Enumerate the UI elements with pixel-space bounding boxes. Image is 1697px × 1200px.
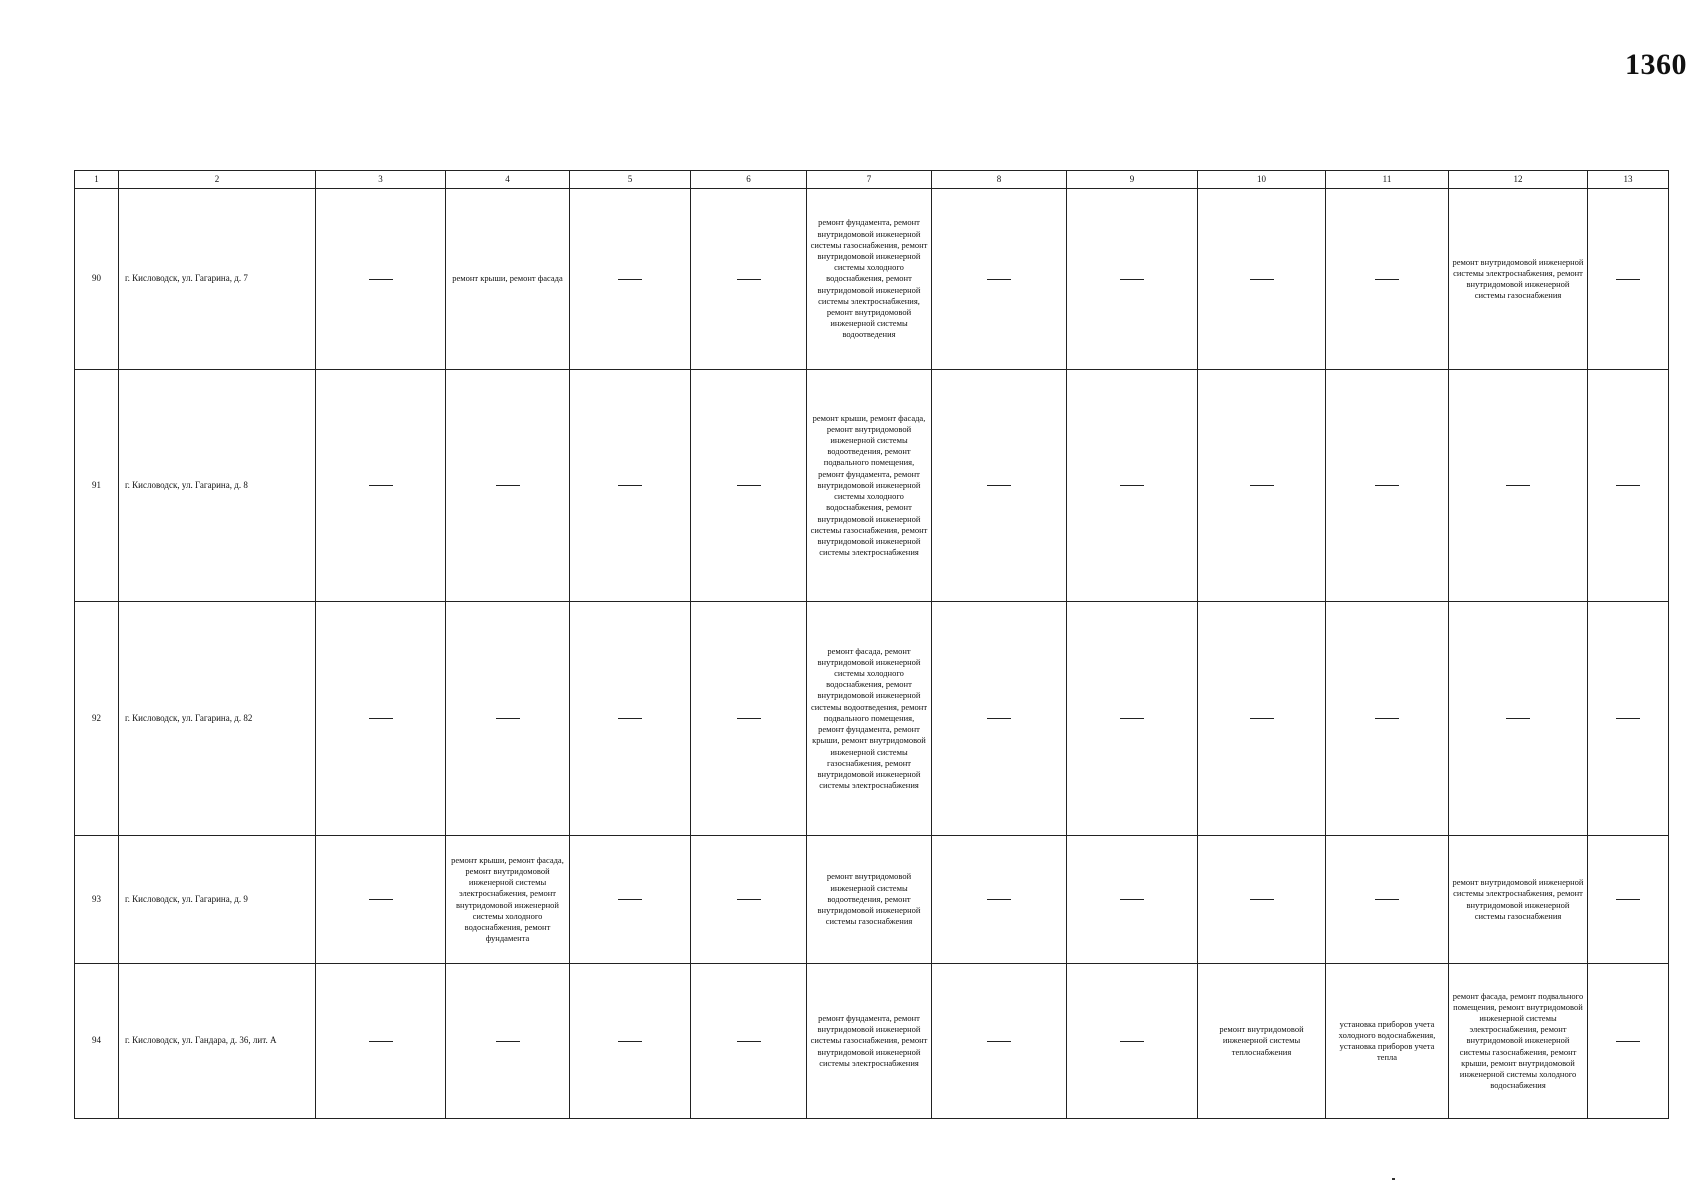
dash-mark [496, 485, 520, 486]
table-cell [691, 836, 807, 964]
dash-mark [1506, 718, 1530, 719]
dash-mark [1375, 485, 1399, 486]
row-number: 90 [75, 189, 119, 370]
table-cell [316, 836, 446, 964]
dash-mark [1616, 279, 1640, 280]
dash-mark [369, 899, 393, 900]
table-cell [1326, 370, 1449, 602]
column-header: 8 [932, 171, 1067, 189]
table-cell [570, 964, 691, 1119]
page-number: 1360 [1625, 48, 1687, 81]
table-cell: ремонт фундамента, ремонт внутридомовой инженерной системы газоснабжения, ремонт внутридомовой инженерной системы холодного водоснабжения, ремонт внутридомовой инженерной системы электроснабжения, ремонт внутридомовой инженерной системы водоотведения [807, 189, 932, 370]
column-header: 13 [1588, 171, 1669, 189]
table-cell: ремонт фасада, ремонт внутридомовой инженерной системы холодного водоснабжения, ремонт внутридомовой инженерной системы водоотведения, ремонт подвального помещения, ремонт фундамента, ремонт крыши, ремонт внутридомовой инженерной системы газоснабжения, ремонт внутридомовой инженерной системы электроснабжения [807, 602, 932, 836]
dash-mark [369, 718, 393, 719]
dash-mark [618, 1041, 642, 1042]
table-row [75, 964, 1669, 1119]
dash-mark [1250, 899, 1274, 900]
dash-mark [1616, 485, 1640, 486]
table-cell [316, 189, 446, 370]
dash-mark [618, 485, 642, 486]
table-cell [570, 189, 691, 370]
table-cell: ремонт крыши, ремонт фасада, ремонт внутридомовой инженерной системы электроснабжения, ремонт внутридомовой инженерной системы холодного водоснабжения, ремонт фундамента [446, 836, 570, 964]
dash-mark [496, 718, 520, 719]
table-cell [1067, 964, 1198, 1119]
table-cell [1588, 964, 1669, 1119]
dash-mark [1120, 279, 1144, 280]
dash-mark [1616, 1041, 1640, 1042]
dash-mark [1375, 718, 1399, 719]
dash-mark [737, 718, 761, 719]
table-cell: ремонт внутридомовой инженерной системы электроснабжения, ремонт внутридомовой инженерной системы газоснабжения [1449, 836, 1588, 964]
table-cell [932, 964, 1067, 1119]
dash-mark [1616, 899, 1640, 900]
table-cell [570, 602, 691, 836]
table-cell: ремонт крыши, ремонт фасада [446, 189, 570, 370]
dash-mark [1250, 485, 1274, 486]
table-cell: ремонт фасада, ремонт подвального помещения, ремонт внутридомовой инженерной системы электроснабжения, ремонт внутридомовой инженерной системы газоснабжения, ремонт крыши, ремонт внутридомовой инженерной системы холодного водоснабжения [1449, 964, 1588, 1119]
table-cell [446, 964, 570, 1119]
dash-mark [737, 279, 761, 280]
table-cell [570, 370, 691, 602]
table-cell [1588, 602, 1669, 836]
dash-mark [1250, 718, 1274, 719]
table-row [75, 602, 1669, 836]
row-number: 93 [75, 836, 119, 964]
table-cell: ремонт фундамента, ремонт внутридомовой инженерной системы газоснабжения, ремонт внутридомовой инженерной системы электроснабжения [807, 964, 932, 1119]
table-cell: установка приборов учета холодного водоснабжения, установка приборов учета тепла [1326, 964, 1449, 1119]
column-header: 2 [119, 171, 316, 189]
dash-mark [618, 279, 642, 280]
table-cell [691, 602, 807, 836]
column-header: 5 [570, 171, 691, 189]
capital-repair-table [74, 170, 1669, 1119]
table-cell: ремонт внутридомовой инженерной системы электроснабжения, ремонт внутридомовой инженерной системы газоснабжения [1449, 189, 1588, 370]
dash-mark [987, 899, 1011, 900]
table-cell [1067, 189, 1198, 370]
table-cell [1326, 836, 1449, 964]
table-row [75, 836, 1669, 964]
table-cell: ремонт крыши, ремонт фасада, ремонт внутридомовой инженерной системы водоотведения, ремонт подвального помещения, ремонт фундамента, ремонт внутридомовой инженерной системы холодного водоснабжения, ремонт внутридомовой инженерной системы газоснабжения, ремонт внутридомовой инженерной системы электроснабжения [807, 370, 932, 602]
column-header: 10 [1198, 171, 1326, 189]
table-cell [691, 189, 807, 370]
dash-mark [1375, 899, 1399, 900]
dash-mark [496, 1041, 520, 1042]
table-cell: ремонт внутридомовой инженерной системы теплоснабжения [1198, 964, 1326, 1119]
table-cell [316, 602, 446, 836]
dash-mark [1120, 485, 1144, 486]
scan-mark [1392, 1178, 1395, 1180]
table-cell [1588, 836, 1669, 964]
table-row [75, 189, 1669, 370]
table-cell [1588, 370, 1669, 602]
table-cell [1067, 602, 1198, 836]
column-header: 11 [1326, 171, 1449, 189]
column-header: 9 [1067, 171, 1198, 189]
dash-mark [369, 279, 393, 280]
table-cell [691, 370, 807, 602]
column-header: 4 [446, 171, 570, 189]
dash-mark [618, 718, 642, 719]
table-cell [316, 964, 446, 1119]
row-number: 91 [75, 370, 119, 602]
column-header: 7 [807, 171, 932, 189]
dash-mark [618, 899, 642, 900]
table-cell [932, 189, 1067, 370]
row-address: г. Кисловодск, ул. Гагарина, д. 9 [119, 836, 316, 964]
table-cell [1326, 602, 1449, 836]
dash-mark [1250, 279, 1274, 280]
dash-mark [987, 485, 1011, 486]
table-cell: ремонт внутридомовой инженерной системы водоотведения, ремонт внутридомовой инженерной системы газоснабжения [807, 836, 932, 964]
table-cell [1449, 602, 1588, 836]
dash-mark [1616, 718, 1640, 719]
table-cell [570, 836, 691, 964]
dash-mark [737, 1041, 761, 1042]
table-cell [1198, 602, 1326, 836]
table-cell [446, 602, 570, 836]
column-header: 3 [316, 171, 446, 189]
dash-mark [369, 485, 393, 486]
table-cell [1067, 836, 1198, 964]
table-cell [1067, 370, 1198, 602]
table-cell [1449, 370, 1588, 602]
column-header: 12 [1449, 171, 1588, 189]
dash-mark [1120, 1041, 1144, 1042]
table-cell [1198, 189, 1326, 370]
table-cell [1588, 189, 1669, 370]
dash-mark [1120, 718, 1144, 719]
table-cell [932, 836, 1067, 964]
table-cell [446, 370, 570, 602]
dash-mark [737, 899, 761, 900]
table-cell [1326, 189, 1449, 370]
row-address: г. Кисловодск, ул. Гагарина, д. 82 [119, 602, 316, 836]
column-number-row [75, 171, 1669, 189]
table-cell [1198, 370, 1326, 602]
row-address: г. Кисловодск, ул. Гагарина, д. 8 [119, 370, 316, 602]
dash-mark [737, 485, 761, 486]
dash-mark [1375, 279, 1399, 280]
row-number: 92 [75, 602, 119, 836]
table-cell [691, 964, 807, 1119]
table-cell [1198, 836, 1326, 964]
row-number: 94 [75, 964, 119, 1119]
column-header: 1 [75, 171, 119, 189]
dash-mark [1120, 899, 1144, 900]
dash-mark [1506, 485, 1530, 486]
dash-mark [987, 718, 1011, 719]
row-address: г. Кисловодск, ул. Гандара, д. 36, лит. А [119, 964, 316, 1119]
column-header: 6 [691, 171, 807, 189]
table-cell [316, 370, 446, 602]
table-cell [932, 602, 1067, 836]
table-row [75, 370, 1669, 602]
dash-mark [987, 1041, 1011, 1042]
dash-mark [369, 1041, 393, 1042]
row-address: г. Кисловодск, ул. Гагарина, д. 7 [119, 189, 316, 370]
table-cell [932, 370, 1067, 602]
dash-mark [987, 279, 1011, 280]
